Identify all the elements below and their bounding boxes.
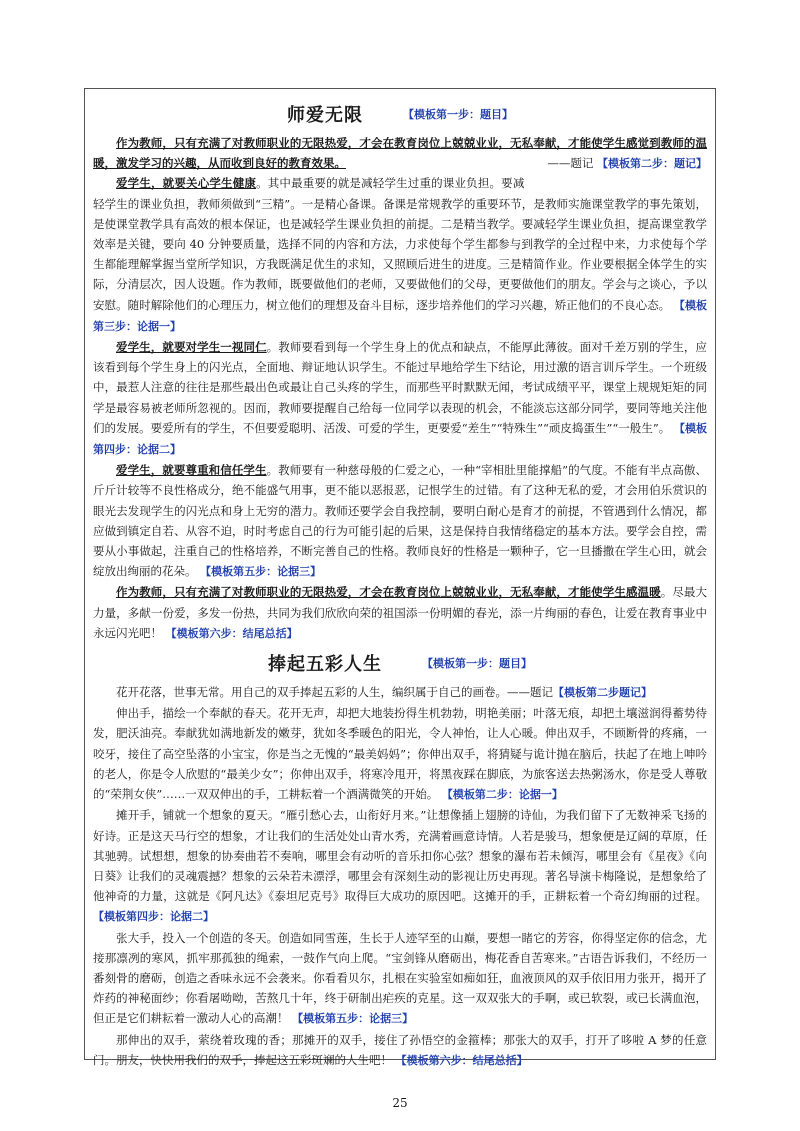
essay1-p3-text: 。教师要有一种慈母般的仁爱之心，一种“宰相肚里能撑船”的气度。不能有半点高傲、斤斤计较等不良性格成分，绝不能盛气用事，更不能以恶报恶，记恨学生的过错。有了这种无私的爱，才会用伯乐赏识的眼光去发现学生的闪光点和身上无穷的潜力。教师还要学会自我控制，要明白耐心是育才的前提，不管遇到什么情况，都应做到镇定自若、从容不迫，时时考虑自己的行为可能引起的后果，这是保持自我情绪稳定的基本方法。要学会自控，需要从小事做起，注重自己的性格培养，不断完善自己的性格。教师良好的性格是一颗种子，它一旦播撒在学生心田，就会绽放出绚丽的花朵。 (93, 463, 707, 579)
essay1-p1-lead: 爱学生，就要关心学生健康 (116, 176, 257, 191)
page-number: 25 (392, 1096, 408, 1110)
essay1-p4-lead: 作为教师，只有充满了对教师职业的无限热爱，才会在教育岗位上兢兢业业，无私奉献，才能使学生感温暖 (116, 585, 661, 600)
essay2-p2-text: 伸出手，描绘一个奉献的春天。花开无声，却把大地装扮得生机勃勃，明艳美丽；叶落无痕，却把土壤滋润得蓄势待发，肥沃油亮。奉献犹如满地新发的嫩芽，犹如冬季暖色的阳光，令人神怡，让人心暖。伸出双手，不顾断骨的疼痛，一咬牙，接住了高空坠落的小宝宝，你是当之无愧的“最美妈妈”；你伸出双手，将猜疑与诡计抛在脑后，扶起了在地上呻吟的老人，你是令人欣慰的“最美少女”；你伸出双手，将寒冷甩开，将黑夜踩在脚底，为旅客送去热粥汤水，你是受人尊敬的“荣荆女侠”……一双双伸出的手，工耕耘着一个酒满微笑的开始。 (93, 706, 707, 802)
essay1-epigraph-signature: ——题记 (547, 156, 594, 171)
essay2-p4-text: 张大手，投入一个创造的冬天。创造如同雪莲，生长于人迹罕至的山巅，要想一睹它的芳容，你得坚定你的信念，尤接那凛冽的寒风，抓牢那孤独的绳索，一鼓作气向上爬。“宝剑锋从磨砺出，梅花香自苦寒来。”古语告诉我们，不经历一番刻骨的磨砺，创造之香味永远不会袭来。你看看贝尔，扎根在实验室如痴如狂，血液顶风的双手依旧用力张开，揭开了炸药的神秘面纱；你看屠呦呦，苦熬几十年，终于研制出疟疾的克星。这一双双张大的手啊，或已软裂，或已长满血泡，但正是它们耕耘着一激动人心的高潮！ (93, 930, 707, 1026)
essay1-title-row (93, 101, 707, 127)
essay2-paragraph-3 (93, 805, 707, 927)
essay1-p3-lead: 爱学生，就要尊重和信任学生 (116, 463, 267, 478)
essay1-step6-tag: 【模板第六步：结尾总括】 (165, 626, 298, 640)
essay2-title-row (93, 650, 707, 676)
essay1-step1-tag: 【模板第一步：题目】 (403, 108, 513, 121)
essay1-step2-tag: 【模板第二步：题记】 (597, 157, 707, 171)
essay2-step1-tag: 【模板第一步：题目】 (422, 657, 532, 671)
document-frame (84, 88, 716, 1067)
essay2-p5-text: 那伸出的双手，萦绕着玫瑰的香；那摊开的双手，接住了孙悟空的金箍棒；那张大的双手，打开了哆啦 A 梦的任意门。朋友，快快用我们的双手，捧起这五彩斑斓的人生吧！ (93, 1032, 707, 1067)
essay1-paragraph-3 (93, 460, 707, 582)
essay1-p4-text: 。尽最大力量，多献一份爱，多发一份热，共同为我们欣欣向荣的祖国添一份明媚的春光，添一片绚丽的春色，让爱在教育事业中永远闪光吧！ (93, 585, 708, 640)
essay2-paragraph-2 (93, 703, 707, 805)
essay1-step5-tag: 【模板第五步：论据三】 (200, 565, 322, 579)
essay2-paragraph-1 (93, 682, 707, 703)
essay2-paragraph-4 (93, 928, 707, 1030)
essay2-step5-tag: 【模板第五步：论据三】 (292, 1012, 414, 1026)
essay2-p3-text: 摊开手，铺就一个想象的夏天。“雁引愁心去，山衔好月来。”让想像插上翅膀的诗仙，为我们留下了无数神采飞扬的好诗。正是这天马行空的想象，才让我们的生活处处山青水秀，充满着画意诗情。人若是骏马，想象便是辽阔的草原，任其驰骋。试想想，想象的协奏曲若不奏响，哪里会有动听的音乐扣你心弦？想象的瀑布若未倾泻，哪里会有《星夜》《向日葵》让我们的灵魂震撼？想象的云朵若未漂浮，哪里会有深刻生动的影视让历史再现。著名导演卡梅隆说，是想象给了他神奇的力量，这就是《阿凡达》《泰坦尼克号》取得巨大成功的原因吧。这摊开的手，正耕耘着一个奇幻绚丽的过程。 (93, 808, 707, 904)
essay1-step4-tag: 【模板第四步：论据二】 (93, 421, 708, 457)
essay1-epigraph (93, 133, 707, 173)
essay2-step4-tag: 【模板第四步：论据二】 (93, 910, 214, 924)
essay2-step2b-tag: 【模板第二步：论据一】 (441, 788, 563, 802)
essay1-title: 师爱无限 (287, 105, 363, 126)
essay1-paragraph-4 (93, 582, 707, 644)
essay1-p2-lead: 爱学生，就要对学生一视同仁 (116, 340, 267, 355)
essay2-step2-tag: 【模板第二步题记】 (553, 686, 652, 700)
essay1-p2-text: 。教师要看到每一个学生身上的优点和缺点，不能厚此薄彼。面对千差万别的学生，应该看到每个学生身上的闪光点，全面地、辩证地认识学生。不能过早地给学生下结论，用过激的语言训斥学生。一个班级中，最惹人注意的往往是那些最出色或最让自己头疼的学生，而那些平时默默无闻，考试成绩平平，课堂上规规矩矩的同学是最容易被老师所忽视的。因而，教师要提醒自己给每一位同学以表现的机会，不能淡忘这部分同学，要同等地关注他们的发展。要爱所有的学生，不但要爱聪明、活泼、可爱的学生，更要爱“差生”“特殊生”“顽皮捣蛋生”“一般生”。 (93, 340, 707, 435)
essay2-p1-text: 花开花落，世事无常。用自己的双手捧起五彩的人生，编织属于自己的画卷。——题记 (116, 685, 553, 700)
essay2-paragraph-5 (93, 1030, 707, 1071)
essay1-epigraph-text: 作为教师，只有充满了对教师职业的无限热爱，才会在教育岗位上兢兢业业，无私奉献，才能使学生感觉到教师的温暖，激发学习的兴趣，从而收到良好的教育效果。 (93, 136, 707, 171)
essay1-paragraph-2 (93, 337, 707, 460)
essay2-step6-tag: 【模板第六步：结尾总括】 (395, 1053, 528, 1067)
essay1-paragraph-1 (93, 173, 707, 337)
essay2-title: 捧起五彩人生 (268, 654, 382, 676)
essay1-step3-tag: 【模板第三步：论据一】 (93, 298, 708, 333)
essay1-p1-text: 。其中最重要的就是减轻学生过重的课业负担。要减轻学生的课业负担，教师须做到“三精”。一是精心备课。备课是常规教学的重要环节，是教师实施课堂教学的事先策划，是使课堂教学具有高效的根本保证，也是减轻学生课业负担的前提。二是精当教学。要减轻学生课业负担，提高课堂教学效率是关键，要向 40 分钟要质量，选择不同的内容和方法，力求使每个学生都参与到教学的全过程中来，力求使每个学生都能理解掌握当堂所学知识，方我既满足优生的求知，又照顾后进生的进度。三是精简作业。作业要根据全体学生的实际，分清层次，因人设题。作为教师，既要做他们的老师，又要做他们的父母，更要做他们的朋友。学会与之谈心，予以安慰。随时解除他们的心理压力，树立他们的理想及奋斗目标，逐步培养他们的学习兴趣，矫正他们的不良心态。 (93, 176, 707, 312)
